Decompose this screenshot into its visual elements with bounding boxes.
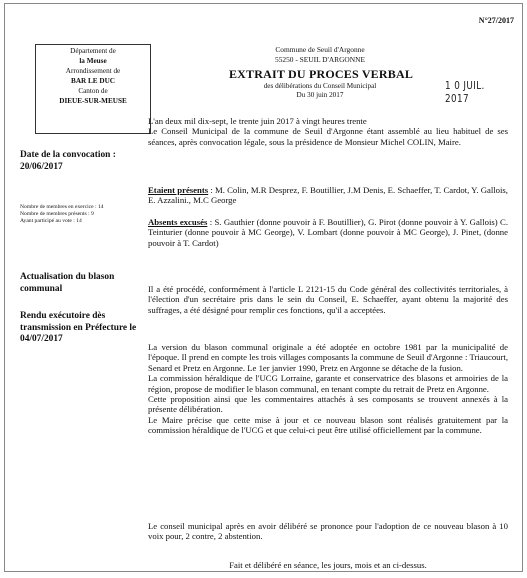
commune-header: [245, 45, 395, 65]
document-page: [4, 3, 523, 572]
members-present: Nombre de membres présents : 9: [20, 211, 94, 218]
dept-line: Arrondissement de: [65, 67, 121, 75]
executory-note: Rendu exécutoire dès transmission en Préfecture le 04/07/2017: [20, 311, 137, 344]
received-date-stamp: 1 0 JUIL. 2017: [445, 79, 485, 105]
mayor-paragraph: Le Maire précise que cette mise à jour et ce nouveau blason sont réalisés gratuitement par la commission héraldique de l'UCG et que celui-ci peut être utilisé officiellement par la commune.: [148, 414, 508, 436]
convocation-date: 20/06/2017: [20, 161, 63, 172]
absent-label: Absents excusés: [148, 217, 208, 227]
department-box: [35, 44, 151, 134]
version-paragraph: La version du blason communal originale a été adoptée en octobre 1981 par la municipalité de l'époque. Il prend en compte les trois villages composants la commune de Seuil d'Argonne : Triaucourt, Senard et Pretz en Argonne. Le 1er janvier 1990, Pretz en Argonne se détache de la fusion.: [148, 342, 508, 373]
members-voting: Ayant participé au vote : 14: [20, 218, 82, 225]
absent-members: [148, 217, 508, 248]
meeting-date: Du 30 juin 2017: [296, 91, 344, 99]
absent-list: : S. Gauthier (donne pouvoir à F. Boutillier), G. Pirot (donne pouvoir à Y. Gallois) C. Teinturier (donne pouvoir à MC George), V. Lombart (donne pouvoir à MC George), J. Pinet, (donne pouvoir à T. Cardot): [148, 217, 509, 248]
commission-paragraph: La commission héraldique de l'UCG Lorraine, garante et conservatrice des blasons et armoiries de la région, propose de modifier le blason communal, en tenant compte du retrait de Pretz en Argonne.: [148, 373, 508, 394]
present-list: : M. Colin, M.R Desprez, F. Boutillier, J.M Denis, E. Schaeffer, T. Cardot, Y. Gallois, E. Azzalini., M.C George: [148, 185, 508, 206]
annex-paragraph: Cette proposition ainsi que les commentaires attachés à ses composants se trouvent annexés à la présente délibération.: [148, 394, 508, 415]
dept-line: Canton de: [78, 87, 108, 95]
vote-paragraph: Le conseil municipal après en avoir délibéré se prononce pour l'adoption de ce nouveau blason à 10 voix pour, 2 contre, 2 abstention.: [148, 521, 508, 542]
dept-name: la Meuse: [79, 57, 107, 65]
convocation-block: [20, 150, 140, 173]
document-subtitle: [235, 82, 405, 100]
members-exercise: Nombre de membres en exercice : 14: [20, 204, 104, 210]
subtitle-line: des délibérations du Conseil Municipal: [263, 82, 377, 90]
dept-line: Département de: [70, 47, 116, 55]
subject-heading: Actualisation du blason communal: [20, 272, 115, 294]
arrondissement-name: BAR LE DUC: [71, 77, 115, 85]
commune-postal: 55250 - SEUIL D'ARGONNE: [275, 55, 365, 64]
convocation-label: Date de la convocation :: [20, 150, 116, 160]
commune-name: Commune de Seuil d'Argonne: [275, 45, 365, 54]
body-paragraphs: [148, 342, 508, 436]
members-count: [20, 204, 145, 226]
closing-line: Fait et délibéré en séance, les jours, mois et an ci-dessus.: [229, 560, 427, 570]
present-members: [148, 185, 508, 206]
present-label: Etaient présents: [148, 185, 209, 195]
canton-name: DIEUE-SUR-MEUSE: [59, 97, 127, 105]
document-title: EXTRAIT DU PROCES VERBAL: [228, 67, 414, 81]
reference-number: N°27/2017: [478, 16, 514, 25]
intro-paragraph: L'an deux mil dix-sept, le trente juin 2017 à vingt heures trente Le Conseil Municipal de la commune de Seuil d'Argonne étant assemblé au lieu habituel de ses séances, après convocation légale, sous la présidence de Monsieur Michel COLIN, Maire.: [148, 116, 508, 147]
secretary-paragraph: Il a été procédé, conformément à l'article L 2121-15 du Code général des collectivités territoriales, à l'élection d'un secrétaire pris dans le sein du Conseil, E. Schaeffer, ayant obtenu la majorité des suffrages, a été désigné pour remplir ces fonctions, qu'il a acceptées.: [148, 284, 508, 315]
